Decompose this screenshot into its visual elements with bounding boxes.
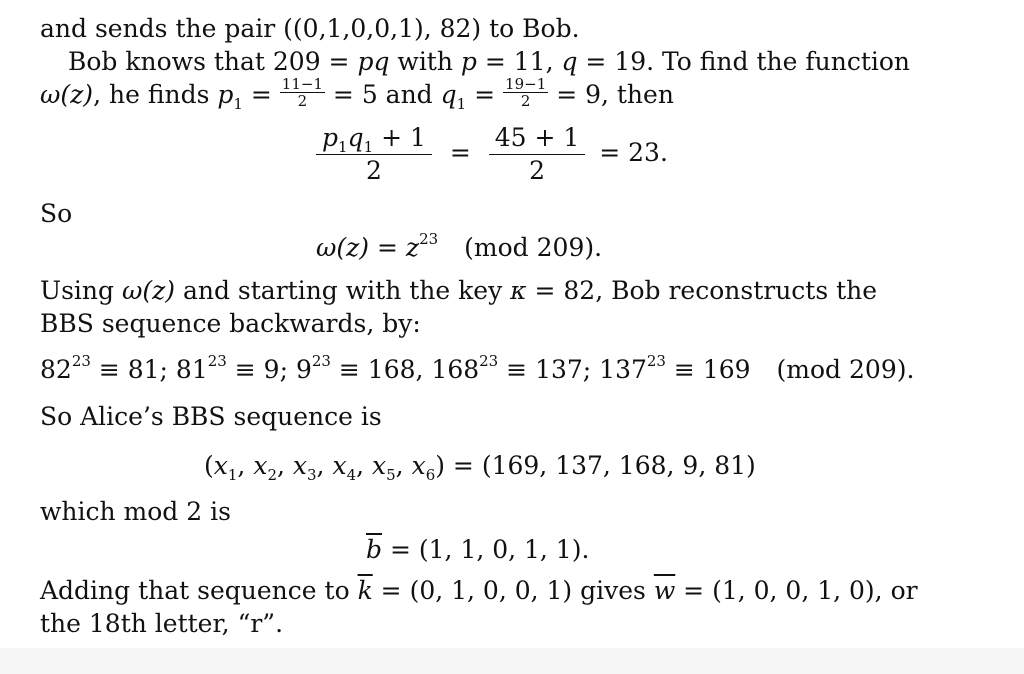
text-span: ≡ 81; 81: [90, 355, 208, 384]
math-var: q: [347, 123, 364, 152]
fraction-numerator: 19−1: [505, 75, 547, 93]
inline-fraction-p: [280, 76, 325, 109]
text-span: = 82, Bob reconstructs the: [526, 276, 878, 305]
fraction-denominator: 2: [529, 156, 545, 185]
text-line-using-omega: [40, 276, 877, 306]
math-expression: ω(z) = z: [316, 233, 420, 262]
text-line-mod2: [40, 497, 231, 527]
text-so: [40, 199, 72, 229]
text-span: + 1: [373, 123, 426, 152]
math-var: x: [253, 451, 268, 480]
equals-sign: =: [449, 138, 471, 167]
display-equation-xs: [204, 451, 756, 484]
math-var: x: [332, 451, 347, 480]
math-var: pq: [357, 47, 390, 76]
text-span: BBS sequence backwards, by:: [40, 309, 421, 338]
subscript: 4: [346, 466, 357, 484]
text-span: = (1, 0, 0, 1, 0), or: [675, 576, 918, 605]
subscript: 5: [386, 466, 396, 484]
superscript: 23: [479, 351, 499, 370]
text-span: Using: [40, 276, 122, 305]
text-span: ≡ 169: [665, 355, 751, 384]
comma: ,: [356, 451, 373, 480]
math-var: $\overline{b}$: [366, 535, 383, 564]
text-span: = (1, 1, 0, 1, 1).: [382, 535, 590, 564]
math-var: p: [217, 80, 234, 109]
superscript: 23: [207, 351, 227, 370]
display-equation-sequence: [40, 351, 915, 385]
text-span: Adding that sequence to: [40, 576, 358, 605]
subscript: 1: [456, 95, 467, 113]
text-span: ) = (169, 137, 168, 9, 81): [435, 451, 756, 480]
math-var: p: [322, 123, 339, 152]
subscript: 1: [227, 466, 238, 484]
fraction-numerator: 45 + 1: [489, 122, 586, 155]
subscript: 1: [338, 138, 348, 156]
text-span: So Alice’s BBS sequence is: [40, 402, 382, 431]
bottom-margin: [0, 648, 1024, 674]
superscript: 23: [311, 351, 331, 370]
math-var: p: [460, 47, 477, 76]
math-var: $\overline{k}$: [357, 576, 373, 605]
fraction-denominator: 2: [520, 92, 531, 110]
math-var: x: [372, 451, 387, 480]
math-var: $\overline{w}$: [653, 576, 676, 605]
comma: ,: [395, 451, 412, 480]
math-var: κ: [510, 276, 527, 305]
text-line-bbs-backwards: [40, 309, 421, 339]
text-line-bob-knows: [68, 47, 910, 77]
fraction-numerator: [316, 122, 432, 155]
modulus: (mod 209).: [776, 355, 915, 384]
fraction-numerator: 11−1: [281, 75, 323, 93]
text-line-adding: [40, 576, 918, 606]
text-span: ≡ 9; 9: [226, 355, 312, 384]
text-span: =: [242, 80, 280, 109]
math-var: x: [213, 451, 228, 480]
math-var: x: [411, 451, 426, 480]
math-var: x: [292, 451, 307, 480]
text-span: = 19. To find the function: [577, 47, 911, 76]
subscript: 2: [267, 466, 277, 484]
text-span: ≡ 137; 137: [498, 355, 647, 384]
display-fraction-1: [316, 122, 432, 187]
math-var: ω(z): [40, 80, 94, 109]
text-span: = 9, then: [548, 80, 674, 109]
display-equation-b: [366, 535, 589, 565]
superscript: 23: [419, 229, 439, 248]
modulus: (mod 209).: [464, 233, 603, 262]
subscript: 6: [425, 466, 436, 484]
display-equation-omega: [316, 229, 603, 263]
text-span: = 11,: [476, 47, 562, 76]
paren: (: [204, 451, 214, 480]
text-span: = (0, 1, 0, 0, 1) gives: [372, 576, 654, 605]
display-fraction-2: [489, 122, 586, 187]
subscript: 1: [363, 138, 374, 156]
subscript: 1: [233, 95, 243, 113]
text-span: and starting with the key: [175, 276, 511, 305]
fraction-denominator: 2: [365, 156, 382, 185]
text-span: = 5 and: [324, 80, 441, 109]
text-span: =: [466, 80, 504, 109]
equation-result: = 23.: [599, 138, 668, 167]
superscript: 23: [646, 351, 666, 370]
text-line-finds-p1-q1: [40, 75, 674, 113]
subscript: 3: [307, 466, 317, 484]
comma: ,: [237, 451, 254, 480]
text-span: Bob knows that 209 =: [68, 47, 358, 76]
fraction-denominator: 2: [297, 92, 308, 110]
text-span: , he finds: [93, 80, 218, 109]
text-span: with: [389, 47, 461, 76]
number: 82: [40, 355, 72, 384]
text-line-alice-bbs: [40, 402, 382, 432]
display-equation-23: [316, 122, 668, 187]
text-span: ≡ 168, 168: [330, 355, 480, 384]
math-var: q: [561, 47, 578, 76]
comma: ,: [276, 451, 293, 480]
inline-fraction-q: [503, 76, 548, 109]
text-span: So: [40, 199, 73, 228]
text-line-18th-letter: [40, 609, 283, 639]
math-var: q: [440, 80, 457, 109]
math-var: ω(z): [121, 276, 176, 305]
superscript: 23: [71, 351, 91, 370]
text-line-pair: [40, 14, 580, 44]
text-span: which mod 2 is: [40, 497, 231, 526]
line-text: and sends the pair ((0,1,0,0,1), 82) to Bob.: [40, 14, 580, 43]
text-span: the 18th letter, “r”.: [40, 609, 284, 638]
comma: ,: [316, 451, 333, 480]
